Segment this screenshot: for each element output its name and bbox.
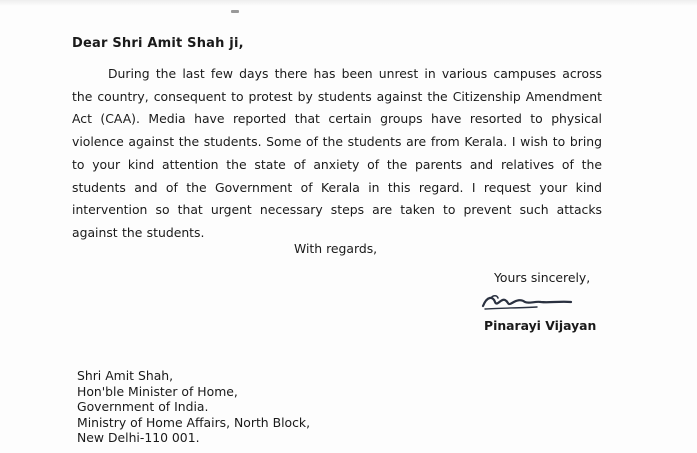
with-regards: With regards, xyxy=(294,241,378,256)
letter-body: During the last few days there has been unrest in various campuses across the country, consequent to protest by students against the Citizenship Amendment Act (CAA). Media have reported that certain groups have resorted to physical violence against the students. Some of the students are from Kerala. I wish to bring to your kind attention the state of anxiety of the parents and relatives of the students and of the Government of Kerala in this regard. I request your kind intervention so that urgent necessary steps are taken to prevent such attacks against the students. xyxy=(72,66,602,240)
recipient-government: Government of India. xyxy=(77,399,209,415)
recipient-office: Ministry of Home Affairs, North Block, xyxy=(77,414,311,430)
closing-phrase: Yours sincerely, xyxy=(494,270,591,285)
salutation: Dear Shri Amit Shah ji, xyxy=(72,36,244,51)
recipient-city: New Delhi-110 001. xyxy=(77,430,200,446)
signatory-name: Pinarayi Vijayan xyxy=(484,318,597,333)
recipient-name: Shri Amit Shah, xyxy=(77,368,174,383)
recipient-address xyxy=(77,368,310,446)
page-top-edge xyxy=(0,0,697,6)
top-mark xyxy=(231,10,239,13)
recipient-designation: Hon'ble Minister of Home, xyxy=(77,383,238,399)
handwritten-signature xyxy=(479,290,575,314)
